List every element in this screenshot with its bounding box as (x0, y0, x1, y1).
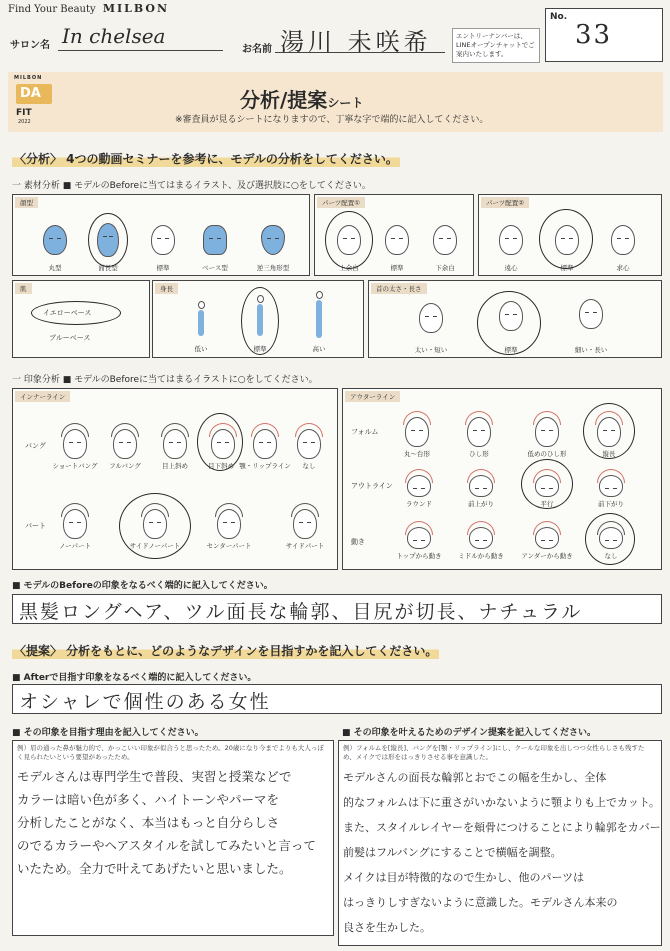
logo-brand: MILBON (14, 75, 43, 81)
motion-option: トップから動き (396, 552, 442, 560)
outline-front-up-icon[interactable] (469, 475, 493, 497)
outline-option: 平行 (540, 500, 554, 508)
part-side-icon[interactable] (293, 509, 317, 539)
design-field[interactable] (338, 740, 662, 946)
bang-chin-icon[interactable] (253, 429, 277, 459)
logo-fit: FIT (16, 108, 32, 118)
parts-2-option: 求心 (616, 264, 630, 272)
part-option: サイドパート (285, 542, 325, 550)
skin-option-yellow[interactable]: イエローベース (43, 309, 92, 317)
design-line: メイクは目が特徴的なので生かし、他のパーツは (343, 871, 585, 884)
face-round-icon[interactable] (43, 225, 67, 255)
person-tall-body[interactable] (316, 300, 322, 338)
form-diamond-icon[interactable] (467, 417, 491, 447)
parts-2-tag: パーツ配置② (481, 197, 529, 208)
proposal-heading: 〈提案〉 分析をもとに、どのようなデザインを目指すかを記入してください。 (14, 644, 438, 658)
part-center-icon[interactable] (217, 509, 241, 539)
bang-option: ショートバング (52, 462, 98, 470)
motion-option: ミドルから動き (458, 552, 504, 560)
brand-name: MILBON (102, 2, 170, 15)
face-standard-icon[interactable] (151, 225, 175, 255)
parts-placement-2-box (478, 194, 662, 276)
bang-label: バング (25, 442, 46, 450)
outline-option: ラウンド (406, 500, 432, 508)
after-impression-field[interactable] (12, 684, 662, 714)
person-tall-icon (316, 291, 323, 299)
outline-round-icon[interactable] (407, 475, 431, 497)
page-title (240, 84, 363, 113)
face-shape-option: 面長型 (98, 264, 118, 272)
after-impression-answer: オシャレで個性のある女性 (19, 691, 271, 713)
before-impression-field[interactable] (12, 594, 662, 624)
parts-bottom-margin-icon[interactable] (433, 225, 457, 255)
selected-circle (539, 209, 593, 269)
reason-line: いたため。全力で叶えてあげたいと思いました。 (17, 861, 292, 876)
form-option: ひし形 (469, 450, 489, 458)
motion-label: 動き (351, 538, 365, 546)
face-shape-tag: 顔型 (15, 197, 38, 208)
before-impression-answer: 黒髪ロングヘア、ツル面長な輪郭、目尻が切長、ナチュラル (19, 601, 583, 623)
parts-centripetal-icon[interactable] (611, 225, 635, 255)
selected-circle (325, 211, 373, 269)
da-logo-icon (16, 84, 52, 104)
salon-underline (58, 50, 223, 51)
page-subtitle: ※審査員が見るシートになりますので、丁寧な字で端的に記入してください。 (175, 115, 489, 125)
page-title-main: 分析/提案 (240, 88, 328, 112)
bang-option: 目下斜め (208, 462, 234, 470)
reason-field[interactable] (12, 740, 334, 936)
logo-da-text: DA (20, 86, 41, 101)
person-short-icon (198, 301, 205, 309)
design-answer (343, 765, 661, 940)
parts-1-option: 下余白 (435, 264, 455, 272)
after-impression-prompt: ■ Afterで目指す印象をなるべく端的に記入してください。 (12, 673, 257, 683)
logo-year: 2022 (18, 119, 31, 125)
reason-example: 例）眉の通った鼻が魅力的で、かっこいい印象が似合うと思ったため。20歳になり今までよりも大人っぽく見られたいという要望があったため。 (17, 744, 324, 761)
motion-option: なし (604, 552, 618, 560)
name-underline (275, 52, 445, 53)
height-box (152, 280, 364, 358)
design-prompt: ■ その印象を叶えるためのデザイン提案を記入してください。 (342, 728, 597, 738)
outer-line-box (342, 388, 662, 570)
inner-line-tag: インナーライン (15, 391, 70, 402)
motion-option: アンダーから動き (521, 552, 573, 560)
neck-option: 太い・短い (414, 346, 448, 354)
entry-number-note: エントリーナンバーは、LINEオープンチャットでご案内いたします。 (452, 28, 540, 63)
outline-option: 前上がり (468, 500, 494, 508)
part-option: ノーパート (59, 542, 91, 550)
brand-tagline: Find Your Beauty (8, 4, 96, 15)
neck-box (368, 280, 662, 358)
parts-2-option: 遠心 (504, 264, 518, 272)
design-example: 例）フォルムを[縦長]、バングを[顎・リップライン]にし、クールな印象を出しつつ女性らしさも残すため、メイクでは形をはっきりさせる事を意識した。 (343, 744, 645, 761)
bang-short-icon[interactable] (63, 429, 87, 459)
form-label: フォルム (351, 428, 379, 436)
before-impression-prompt: ■ モデルのBeforeの印象をなるべく端的に記入してください。 (12, 581, 273, 591)
parts-1-tag: パーツ配置① (317, 197, 365, 208)
bang-option: なし (302, 462, 316, 470)
face-shape-option: 逆三角形型 (256, 264, 290, 272)
name-value: 湯川 未咲希 (280, 28, 432, 56)
face-inverted-triangle-icon[interactable] (261, 225, 285, 255)
outline-option: 前下がり (598, 500, 624, 508)
face-base-icon[interactable] (203, 225, 227, 255)
reason-answer (17, 765, 333, 880)
motion-under-icon[interactable] (535, 527, 559, 549)
entry-number-value: 33 (575, 20, 613, 50)
reason-line: 分析したことがなく、本当はもっと自分らしさ (17, 815, 280, 830)
impression-analysis-heading: 一 印象分析 ■ モデルのBeforeに当てはまるイラストに○をしてください。 (12, 375, 318, 385)
neck-option: 細い・長い (574, 346, 608, 354)
part-none-icon[interactable] (63, 509, 87, 539)
reason-prompt: ■ その印象を目指す理由を記入してください。 (12, 728, 204, 738)
design-line: 良さを生かした。 (343, 921, 431, 934)
design-line: はっきりしすぎないように意識した。モデルさん本来の (343, 896, 618, 909)
outline-front-down-icon[interactable] (599, 475, 623, 497)
salon-label: サロン名 (10, 40, 50, 51)
outline-label: アウトライン (351, 482, 393, 490)
reason-line: モデルさんは専門学生で普段、実習と授業などで (17, 769, 292, 784)
form-option: 縦長 (602, 450, 616, 458)
part-label: パート (25, 522, 46, 530)
parts-2-option: 標準 (560, 264, 574, 272)
bang-none-icon[interactable] (297, 429, 321, 459)
name-label: お名前 (242, 44, 272, 55)
parts-standard-icon[interactable] (385, 225, 409, 255)
neck-tag: 首の太さ・長さ (371, 283, 427, 294)
material-analysis-heading: 一 素材分析 ■ モデルのBeforeに当てはまるイラスト、及び選択肢に○をしてください。 (12, 181, 371, 191)
part-option: センターパート (206, 542, 252, 550)
inner-line-box (12, 388, 338, 570)
form-option: 低めのひし形 (527, 450, 567, 458)
face-shape-option: 丸型 (48, 264, 62, 272)
design-line: 前髪はフルバングにすることで横幅を調整。 (343, 846, 562, 859)
parts-1-option: 標準 (390, 264, 404, 272)
parts-placement-1-box (314, 194, 474, 276)
face-shape-option: ベース型 (202, 264, 228, 272)
design-line: モデルさんの面長な輪郭とおでこの幅を生かし、全体 (343, 771, 607, 784)
skin-box (12, 280, 150, 358)
reason-line: カラーは暗い色が多く、ハイトーンやパーマを (17, 792, 280, 807)
entry-number-label: No. (550, 12, 568, 22)
face-shape-option: 標準 (156, 264, 170, 272)
analysis-heading: 〈分析〉 4つの動画セミナーを参考に、モデルの分析をしてください。 (14, 152, 398, 166)
parts-1-option: 上余白 (339, 264, 359, 272)
salon-value: In chelsea (62, 24, 166, 48)
height-tag: 身長 (155, 283, 178, 294)
form-round-icon[interactable] (405, 417, 429, 447)
design-line: また、スタイルレイヤーを頬骨につけることにより輪郭をカバー (343, 821, 661, 834)
height-option: 低い (194, 345, 208, 353)
page-title-suffix: シート (327, 96, 364, 110)
bang-above-eye-icon[interactable] (163, 429, 187, 459)
form-low-diamond-icon[interactable] (535, 417, 559, 447)
selected-circle (88, 213, 128, 267)
motion-middle-icon[interactable] (469, 527, 493, 549)
neck-thick-icon[interactable] (419, 303, 443, 333)
neck-option: 標準 (504, 346, 518, 354)
motion-top-icon[interactable] (407, 527, 431, 549)
parts-centrifugal-icon[interactable] (499, 225, 523, 255)
form-option: 丸～台形 (404, 450, 430, 458)
skin-tag: 肌 (15, 283, 32, 294)
brand-header (8, 2, 169, 15)
neck-thin-icon[interactable] (579, 299, 603, 329)
bang-option: 目上斜め (162, 462, 188, 470)
face-shape-box (12, 194, 310, 276)
reason-line: のでるカラーやヘアスタイルを試してみたいと言って (17, 838, 316, 853)
height-option: 標準 (253, 345, 267, 353)
outer-line-tag: アウターライン (345, 391, 400, 402)
part-option: サイドノーパート (129, 542, 181, 550)
height-option: 高い (312, 345, 326, 353)
bang-option: フルバング (109, 462, 141, 470)
bang-option: 顎・リップライン (239, 462, 291, 470)
bang-full-icon[interactable] (113, 429, 137, 459)
person-short-body[interactable] (198, 310, 204, 336)
design-line: 的なフォルムは下に重さがいかないように顎よりも上でカット。 (343, 796, 660, 809)
skin-option-blue[interactable]: ブルーベース (49, 334, 91, 342)
